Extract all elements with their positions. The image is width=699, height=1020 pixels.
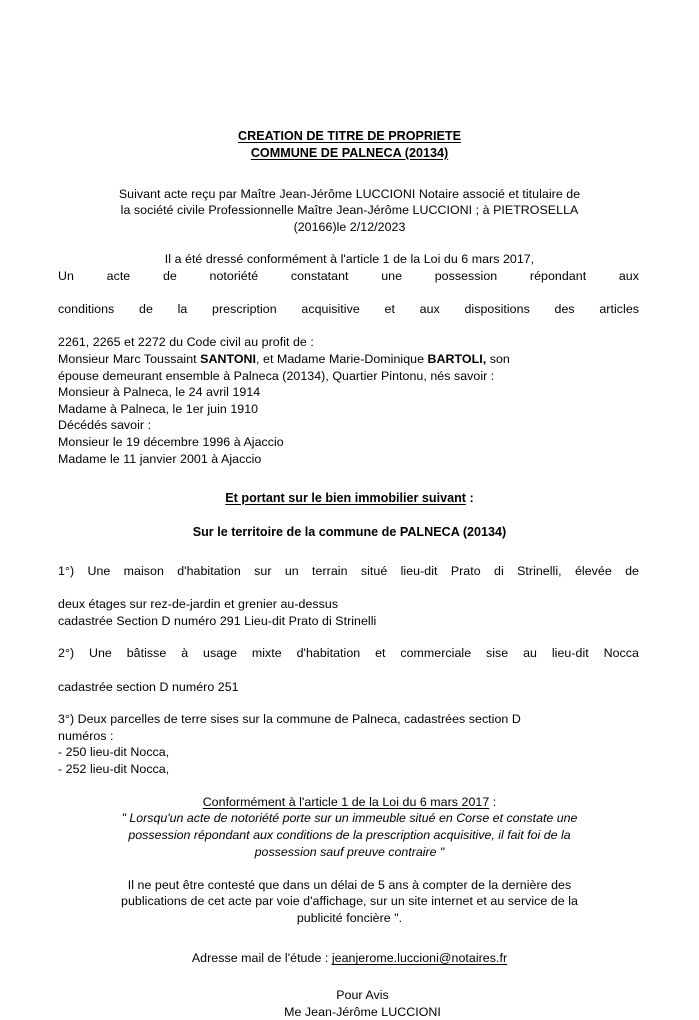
title-line-2: COMMUNE DE PALNECA (20134)	[250, 145, 449, 160]
legal-quote	[58, 810, 641, 860]
property-item-3	[58, 711, 641, 777]
body1-line-1: Il a été dressé conformément à l'article 1 de la Loi du 6 mars 2017,	[164, 252, 535, 267]
heading-bien-immobilier	[58, 491, 641, 505]
intro-paragraph	[58, 186, 641, 236]
email-line	[58, 950, 641, 967]
contest-line-1: Il ne peut être contesté que dans un délai de 5 ans à compter de la dernière des	[127, 877, 572, 892]
body1-line-5	[58, 351, 641, 368]
body-paragraph-1	[58, 251, 641, 467]
item1-line-2: deux étages sur rez-de-jardin et grenier au-dessus	[58, 597, 339, 612]
item3-line-4: - 252 lieu-dit Nocca,	[58, 762, 170, 777]
item2-line-1: 2°) Une bâtisse à usage mixte d'habitation et commerciale sise au lieu-dit Nocca	[58, 646, 639, 661]
body1-line-2: Un acte de notoriété constatant une possession répondant aux	[58, 268, 639, 283]
heading-bien-immobilier-text: Et portant sur le bien immobilier suivant	[225, 491, 467, 506]
signature-line-2: Me Jean-Jérôme LUCCIONI	[284, 1004, 441, 1019]
body1-line-7: Monsieur à Palneca, le 24 avril 1914	[58, 385, 261, 400]
intro-line-2: la société civile Professionnelle Maître Jean-Jérôme LUCCIONI ; à PIETROSELLA	[120, 203, 579, 218]
owner-separator: , et Madame Marie-Dominique	[256, 351, 428, 366]
quote-line-1: " Lorsqu'un acte de notoriété porte sur un immeuble situé en Corse et constate une	[121, 811, 578, 826]
title-line-1: CREATION DE TITRE DE PROPRIETE	[238, 129, 461, 143]
email-label: Adresse mail de l'étude :	[191, 951, 332, 966]
body1-line-9: Décédés savoir :	[58, 418, 152, 433]
body1-line-4: 2261, 2265 et 2272 du Code civil au profit de :	[58, 335, 314, 350]
item2-line-2: cadastrée section D numéro 251	[58, 679, 239, 694]
item3-line-1: 3°) Deux parcelles de terre sises sur la commune de Palneca, cadastrées section D	[58, 712, 521, 727]
heading-bien-immobilier-colon: :	[466, 491, 474, 506]
document-title	[58, 128, 641, 162]
item3-line-3: - 250 lieu-dit Nocca,	[58, 745, 170, 760]
contest-line-3: publicité foncière ".	[296, 910, 403, 925]
body1-line-3: conditions de la prescription acquisitive et aux dispositions des articles	[58, 302, 639, 317]
body1-line-6: épouse demeurant ensemble à Palneca (20134), Quartier Pintonu, nés savoir :	[58, 368, 495, 383]
intro-line-1: Suivant acte reçu par Maître Jean-Jérôme LUCCIONI Notaire associé et titulaire de	[118, 186, 581, 201]
item1-line-1: 1°) Une maison d'habitation sur un terrain situé lieu-dit Prato di Strinelli, élevée de	[58, 564, 639, 579]
item1-line-3: cadastrée Section D numéro 291 Lieu-dit Prato di Strinelli	[58, 613, 377, 628]
contest-line-2: publications de cet acte par voie d'affichage, sur un site internet et au service de la	[121, 894, 578, 909]
document-body	[58, 0, 641, 1020]
heading-territoire: Sur le territoire de la commune de PALNECA (20134)	[192, 525, 507, 540]
owner-surname-1: SANTONI	[200, 351, 257, 366]
contest-paragraph	[58, 877, 641, 927]
signature-block	[58, 987, 641, 1020]
body1-line-11: Madame le 11 janvier 2001 à Ajaccio	[58, 451, 262, 466]
quote-line-3: possession sauf preuve contraire "	[254, 844, 445, 859]
signature-line-1: Pour Avis	[336, 987, 389, 1002]
body1-line-10: Monsieur le 19 décembre 1996 à Ajaccio	[58, 434, 284, 449]
owner-surname-2: BARTOLI,	[427, 351, 487, 366]
heading-conformement	[58, 794, 641, 811]
email-address[interactable]: jeanjerome.luccioni@notaires.fr	[331, 951, 508, 966]
owner-suffix: son	[486, 351, 510, 366]
property-item-1	[58, 563, 641, 629]
heading-conformement-text: Conformément à l'article 1 de la Loi du 6 mars 2017	[202, 794, 490, 809]
item3-line-2: numéros :	[58, 728, 114, 743]
heading-conformement-colon: :	[489, 794, 497, 809]
property-item-2	[58, 645, 641, 695]
body1-line-8: Madame à Palneca, le 1er juin 1910	[58, 401, 259, 416]
owner-prefix-1: Monsieur Marc Toussaint	[58, 351, 201, 366]
intro-line-3: (20166)le 2/12/2023	[293, 219, 406, 234]
quote-line-2: possession répondant aux conditions de la prescription acquisitive, il fait foi de la	[128, 828, 571, 843]
